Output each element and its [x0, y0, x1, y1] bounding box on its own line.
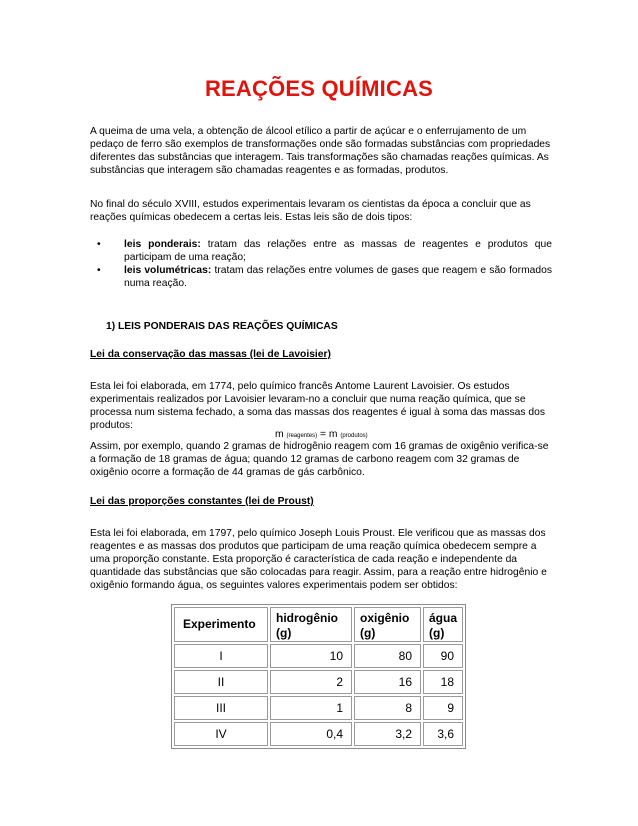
table-cell: 8 [354, 696, 421, 720]
lavoisier-text-2: Assim, por exemplo, quando 2 gramas de hidrogênio reagem com 16 gramas de oxigênio verifica-se a formação de 18 gramas de água; quando 12 gramas de carbono reagem com 32 gramas de oxigênio ocorre a formação de 44 gramas de gás carbônico. [90, 441, 549, 478]
proust-heading: Lei das proporções constantes (lei de Proust) [90, 496, 314, 507]
table-cell: 80 [354, 644, 421, 668]
intro-paragraph-1 [90, 125, 552, 177]
page-title: REAÇÕES QUÍMICAS [204, 76, 434, 101]
lavoisier-heading: Lei da conservação das massas (lei de Lavoisier) [90, 349, 331, 360]
table-row [174, 644, 463, 668]
header-cell: Experimento [174, 607, 268, 642]
table-cell: IV [174, 722, 268, 746]
table-cell: I [174, 644, 268, 668]
table-cell: 9 [423, 696, 463, 720]
list-item [90, 238, 552, 264]
mass-formula [275, 429, 368, 440]
intro-paragraph-2 [90, 198, 552, 224]
table-row [174, 722, 463, 746]
table-cell: 10 [270, 644, 352, 668]
table-cell: III [174, 696, 268, 720]
bullet-icon: • [97, 239, 101, 250]
table-cell: 2 [270, 670, 352, 694]
proust-text-1: Esta lei foi elaborada, em 1797, pelo químico Joseph Louis Proust. Ele verificou que as massas dos reagentes e as massas dos produtos que participam de uma reação química obedecem sempre a uma proporção constante. Esta proporção é característica de cada reação e independente da quantidade das substâncias que são colocadas para reagir. Assim, para a reação entre hidrogênio e oxigênio formando água, os seguintes valores experimentais podem ser obtidos: [90, 528, 547, 591]
table-cell: 3,2 [354, 722, 421, 746]
table-row [174, 696, 463, 720]
lavoisier-paragraph-1 [90, 380, 552, 432]
laws-list [90, 238, 552, 290]
header-cell: oxigênio (g) [354, 607, 421, 642]
table-header-row [174, 607, 463, 642]
law-term: leis ponderais: [124, 239, 201, 250]
experiment-table [171, 604, 466, 749]
formula-eq: = m [317, 429, 341, 440]
table-cell: 1 [270, 696, 352, 720]
intro-text-2: No final do século XVIII, estudos experimentais levaram os cientistas da época a concluir que as reações químicas obedecem a certas leis. Estas leis são de dois tipos: [90, 199, 531, 223]
section-heading: 1) LEIS PONDERAIS DAS REAÇÕES QUÍMICAS [106, 321, 338, 332]
header-cell: água (g) [423, 607, 463, 642]
formula-sub-produtos: (produtos) [340, 433, 368, 439]
table-cell: 3,6 [423, 722, 463, 746]
formula-m1: m [275, 429, 287, 440]
table-cell: 16 [354, 670, 421, 694]
header-cell: hidrogênio (g) [270, 607, 352, 642]
bullet-icon: • [97, 265, 101, 276]
law-description: tratam das relações entre volumes de gases que reagem e são formados numa reação. [124, 265, 552, 289]
list-item [90, 264, 552, 290]
lavoisier-paragraph-2 [90, 440, 552, 479]
table-cell: 0,4 [270, 722, 352, 746]
lavoisier-text-1: Esta lei foi elaborada, em 1774, pelo químico francês Antome Laurent Lavoisier. Os estudos experimentais realizados por Lavoisier levaram-no a concluir que numa reação química, que se processa num sistema fechado, a soma das massas dos reagentes é igual à soma das massas dos produtos: [90, 381, 546, 431]
table-cell: 18 [423, 670, 463, 694]
formula-sub-reagentes: (reagentes) [286, 433, 318, 439]
table-row [174, 670, 463, 694]
proust-paragraph-1 [90, 527, 552, 592]
intro-text-1: A queima de uma vela, a obtenção de álcool etílico a partir de açúcar e o enferrujamento de um pedaço de ferro são exemplos de transformações onde são formadas substâncias com propriedades diferentes das substâncias que interagem. Tais transformações são chamadas reações químicas. As substâncias que interagem são chamadas reagentes e as formadas, produtos. [90, 126, 551, 176]
law-term: leis volumétricas: [124, 265, 212, 276]
table-cell: 90 [423, 644, 463, 668]
law-description: tratam das relações entre as massas de reagentes e produtos que participam de uma reação; [124, 239, 552, 263]
table-cell: II [174, 670, 268, 694]
